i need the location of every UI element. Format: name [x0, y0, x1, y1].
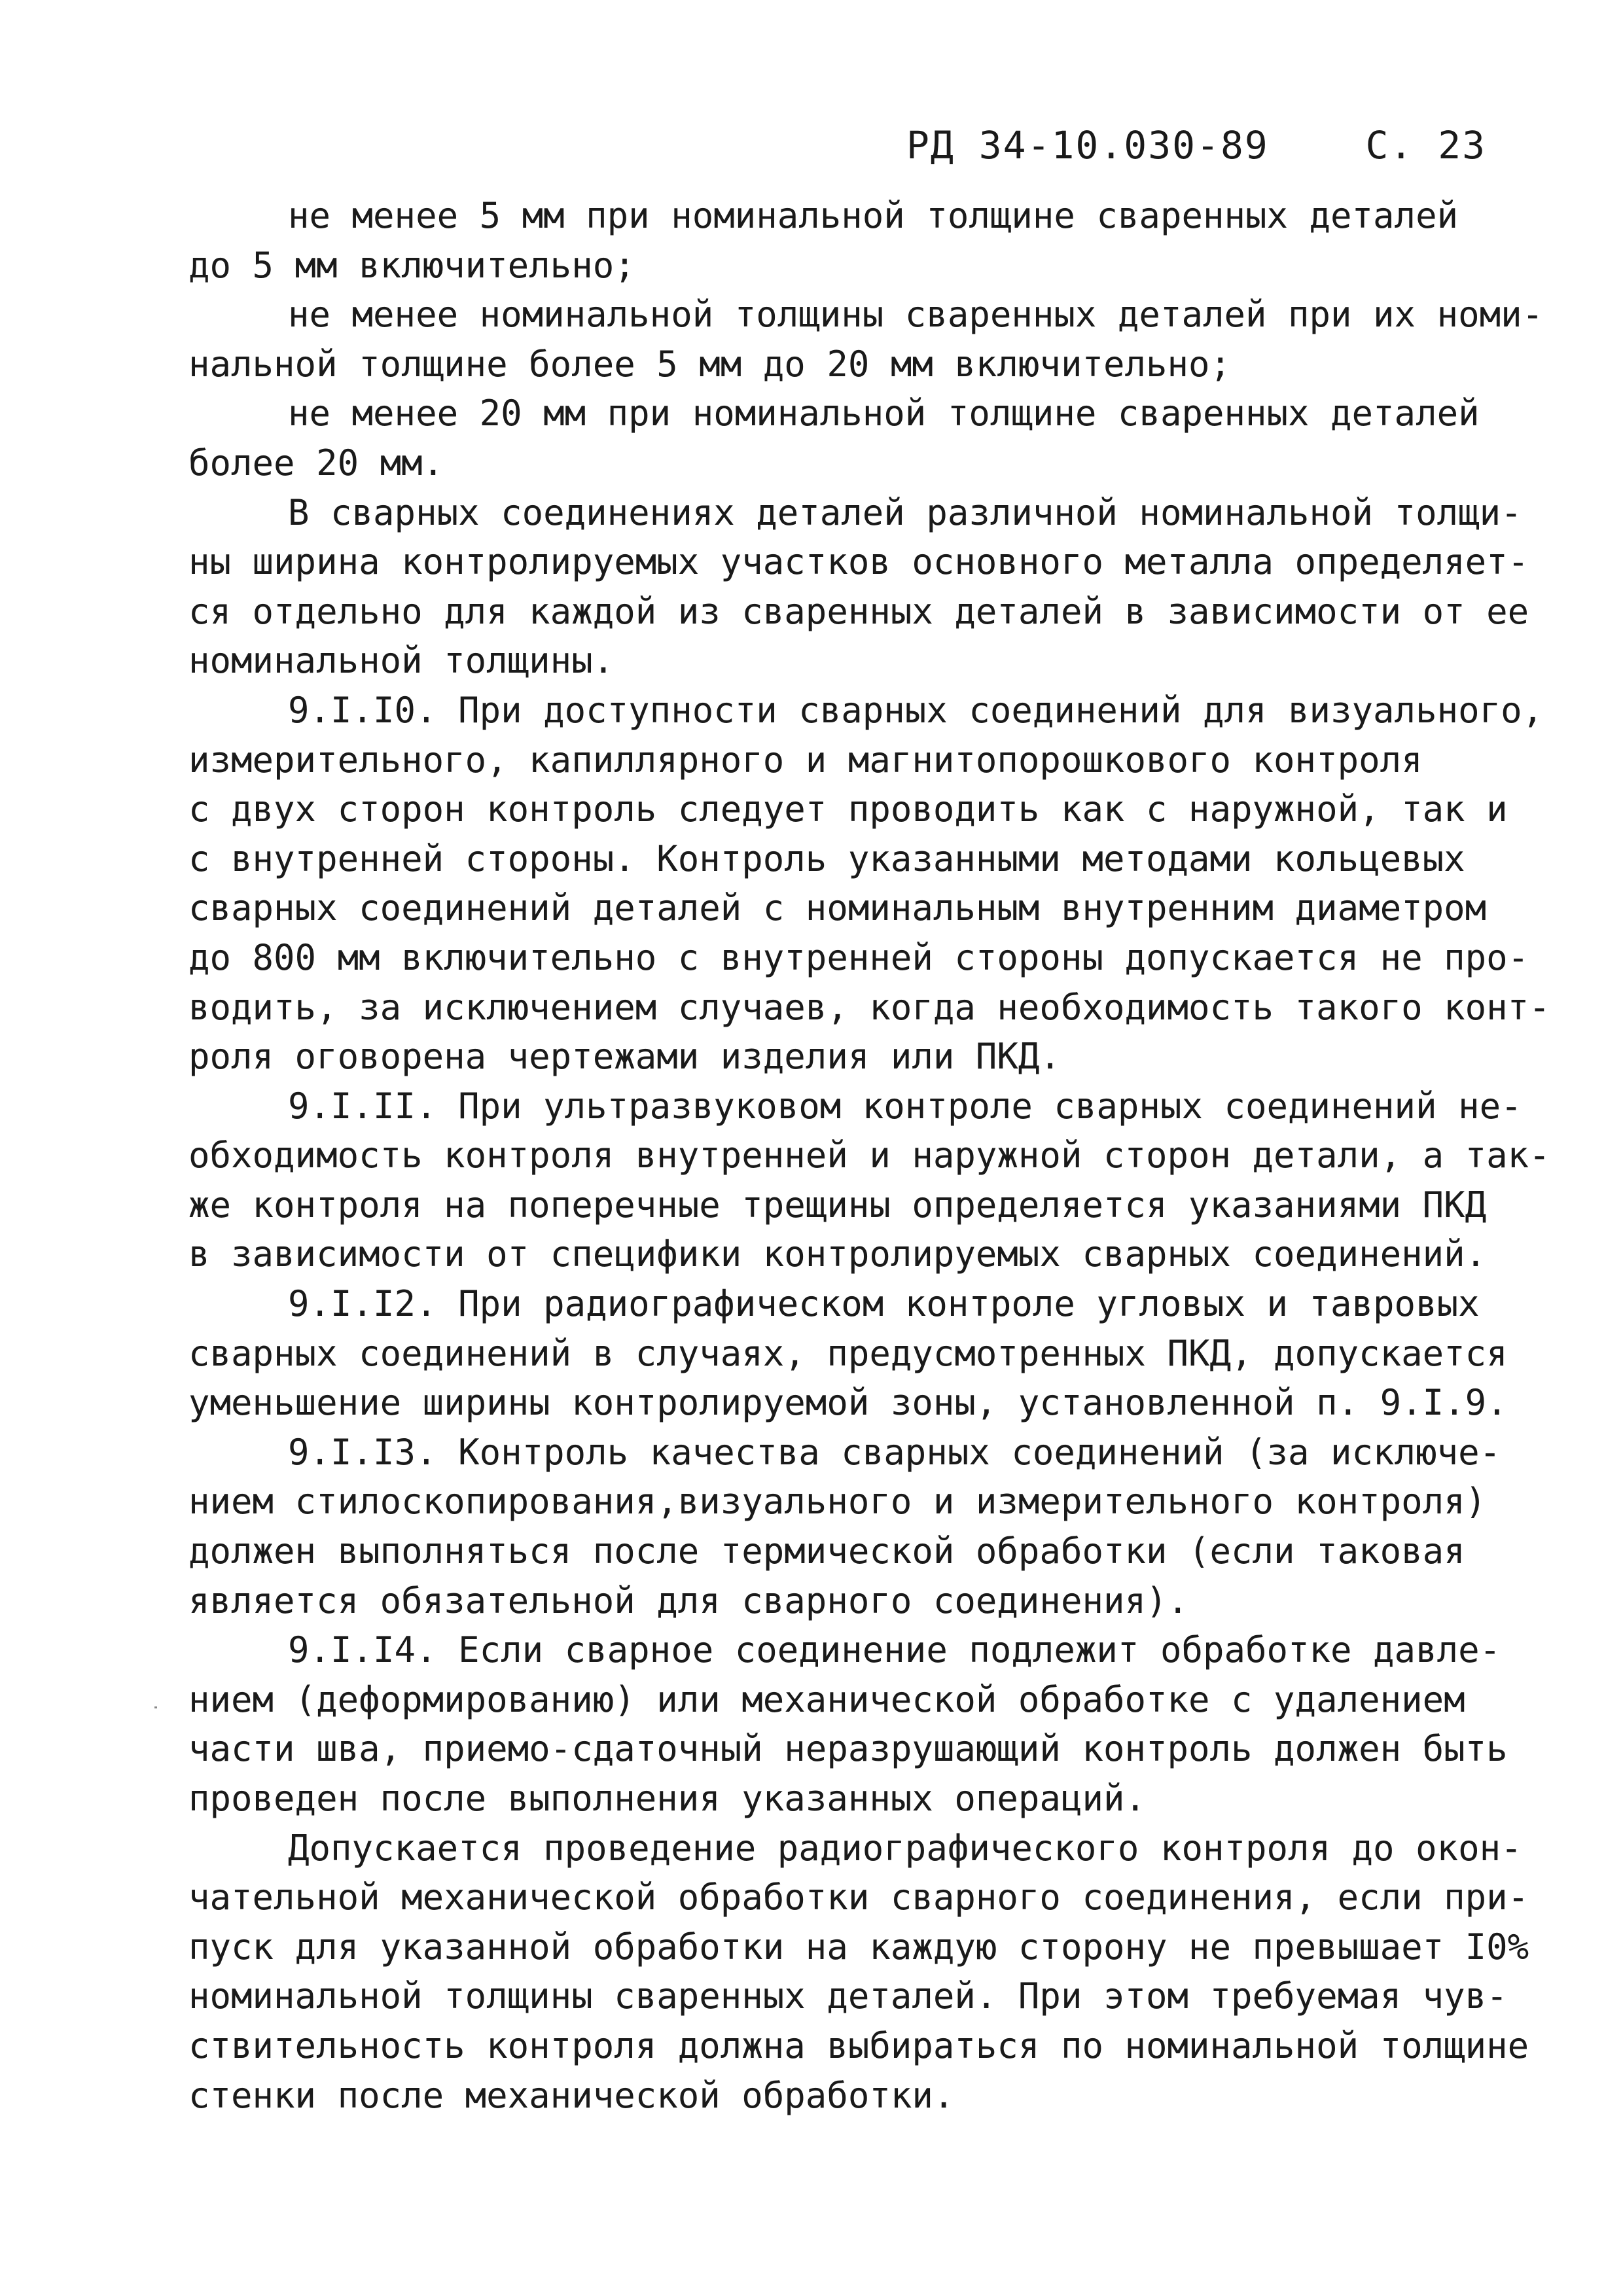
text-line: ствительность контроля должна выбираться по номинальной толщине — [188, 2024, 1529, 2066]
text-line: нием стилоскопирования,визуального и измерительного контроля) — [188, 1481, 1487, 1523]
text-line: части шва, приемо-сдаточный неразрушающий контроль должен быть — [188, 1728, 1508, 1770]
text-line: 9.I.I4. Если сварное соединение подлежит обработке давле- — [288, 1629, 1501, 1671]
text-line: водить, за исключением случаев, когда необходимость такого конт- — [188, 986, 1550, 1028]
text-line: 9.I.I2. При радиографическом контроле угловых и тавровых — [288, 1283, 1480, 1325]
text-line: до 800 мм включительно с внутренней стороны допускается не про- — [188, 936, 1529, 978]
text-line: ны ширина контролируемых участков основного металла определяет- — [188, 541, 1529, 583]
text-line: нием (деформированию) или механической обработке с удалением — [188, 1678, 1465, 1720]
text-line: проведен после выполнения указанных операций. — [188, 1778, 1146, 1819]
text-line: 9.I.I0. При доступности сварных соединений для визуального, — [288, 689, 1544, 731]
text-line: Допускается проведение радиографического контроля до окон- — [288, 1827, 1522, 1869]
text-line: не менее 5 мм при номинальной толщине сваренных деталей — [288, 195, 1459, 236]
text-line: 9.I.I3. Контроль качества сварных соединений (за исключе- — [288, 1431, 1501, 1473]
text-line: ся отдельно для каждой из сваренных деталей в зависимости от ее — [188, 590, 1529, 632]
text-line: сварных соединений деталей с номинальным внутренним диаметром — [188, 887, 1487, 929]
text-line: стенки после механической обработки. — [188, 2074, 955, 2116]
text-line: должен выполняться после термической обработки (если таковая — [188, 1530, 1465, 1572]
text-line: номинальной толщины сваренных деталей. При этом требуемая чув- — [188, 1975, 1508, 2017]
text-line: до 5 мм включительно; — [188, 244, 635, 286]
text-line: с внутренней стороны. Контроль указанными методами кольцевых — [188, 838, 1465, 879]
text-line: сварных соединений в случаях, предусмотренных ПКД, допускается — [188, 1332, 1508, 1374]
text-line: нальной толщине более 5 мм до 20 мм включительно; — [188, 343, 1232, 385]
page-header — [906, 123, 1486, 168]
text-line: не менее 20 мм при номинальной толщине сваренных деталей — [288, 393, 1480, 434]
text-line: 9.I.II. При ультразвуковом контроле сварных соединений не- — [288, 1085, 1522, 1127]
text-line: же контроля на поперечные трещины определяется указаниями ПКД — [188, 1184, 1487, 1226]
text-line: номинальной толщины. — [188, 640, 615, 682]
text-line: более 20 мм. — [188, 442, 444, 484]
document-body — [188, 191, 1550, 2120]
text-line: является обязательной для сварного соединения). — [188, 1580, 1189, 1621]
text-line: с двух сторон контроль следует проводить как с наружной, так и — [188, 788, 1508, 830]
margin-mark — [154, 1706, 157, 1708]
text-line: измерительного, капиллярного и магнитопорошкового контроля — [188, 739, 1423, 781]
text-line: чательной механической обработки сварного соединения, если при- — [188, 1877, 1529, 1918]
page-number: С. 23 — [1365, 123, 1487, 168]
text-line: пуск для указанной обработки на каждую сторону не превышает I0% — [188, 1926, 1529, 1968]
text-line: обходимость контроля внутренней и наружной сторон детали, а так- — [188, 1135, 1550, 1176]
text-line: роля оговорена чертежами изделия или ПКД. — [188, 1036, 1061, 1078]
document-code: РД 34-10.030-89 — [906, 123, 1269, 168]
text-line: в зависимости от специфики контролируемых сварных соединений. — [188, 1233, 1487, 1275]
text-line: не менее номинальной толщины сваренных деталей при их номи- — [288, 294, 1544, 336]
text-line: В сварных соединениях деталей различной номинальной толщи- — [288, 491, 1522, 533]
text-line: уменьшение ширины контролируемой зоны, установленной п. 9.I.9. — [188, 1382, 1508, 1424]
